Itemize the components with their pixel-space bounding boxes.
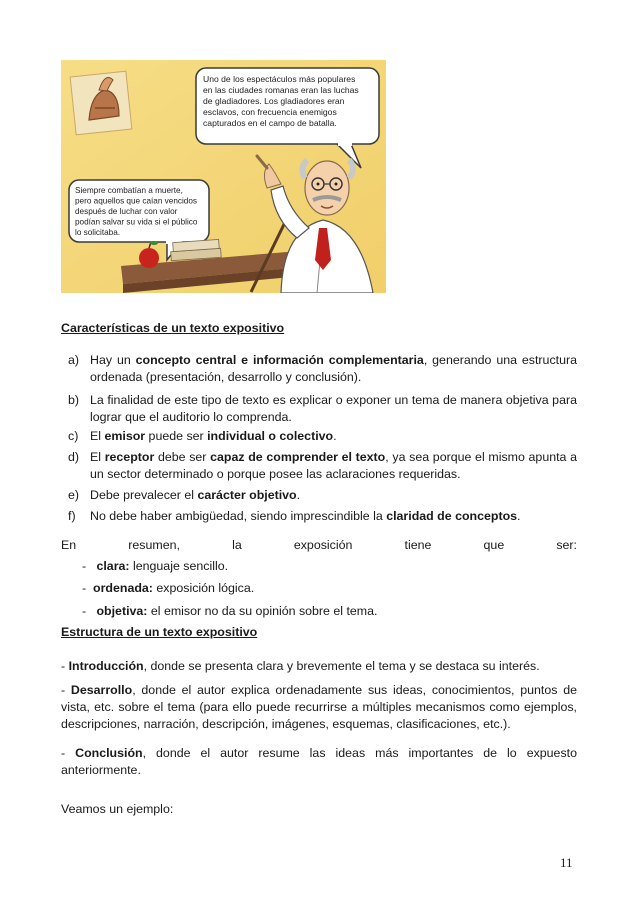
bubble-left-line: pero aquellos que caían vencidos — [75, 196, 197, 206]
list-item: a) Hay un concepto central e información complementaria, generando una estructura ordenada (presentación, desarrollo y conclusión). — [68, 353, 577, 384]
bubble-left-line: después de luchar con valor — [75, 207, 178, 216]
list-item: b) La finalidad de este tipo de texto es explicar o exponer un tema de manera objetiva para lograr que el auditorio lo comprenda. — [68, 393, 577, 424]
bubble-top-line: en las ciudades romanas eran las luchas — [203, 85, 359, 95]
bubble-top-line: de gladiadores. Los gladiadores eran — [203, 96, 345, 106]
paragraph-conclusion: - Conclusión, donde el autor resume las ideas más importantes de lo expuesto anteriormente. — [61, 746, 577, 777]
list-item: c) El emisor puede ser individual o colectivo. — [68, 429, 337, 443]
summary-point: - ordenada: exposición lógica. — [82, 581, 255, 595]
list-marker: b) — [68, 393, 80, 407]
bubble-top-line: capturados en el campo de batalla. — [203, 118, 337, 128]
list-item: f) No debe haber ambigüedad, siendo imprescindible la claridad de conceptos. — [68, 509, 521, 523]
bubble-left-line: Siempre combatían a muerte, — [75, 186, 183, 195]
section-heading-structure: Estructura de un texto expositivo — [61, 625, 258, 639]
bubble-top-line: Uno de los espectáculos más populares — [203, 74, 356, 84]
list-marker: d) — [68, 450, 80, 464]
summary-point: - objetiva: el emisor no da su opinión sobre el tema. — [82, 604, 378, 618]
paragraph-introduction: - Introducción, donde se presenta clara y brevemente el tema y se destaca su interés. — [61, 659, 540, 673]
closing-line: Veamos un ejemplo: — [61, 802, 174, 816]
summary-point: - clara: lenguaje sencillo. — [82, 559, 229, 573]
list-marker: f) — [68, 509, 76, 523]
professor-illustration — [61, 60, 386, 293]
page-number: 11 — [560, 855, 573, 870]
bubble-left-line: lo solicitaba. — [75, 228, 121, 237]
section-heading-characteristics: Características de un texto expositivo — [61, 321, 285, 335]
list-item: d) El receptor debe ser capaz de comprender el texto, ya sea porque el mismo apunta a un sector determinado o porque posee las aclaraciones requeridas. — [68, 450, 577, 481]
paragraph-development: - Desarrollo, donde el autor explica ordenadamente sus ideas, conocimientos, puntos de vista, etc. sobre el tema (para ello puede recurrirse a múltiples mecanismos como ejemplos, descripciones, narración, descripción, imágenes, esquemas, clasificaciones, etc.). — [61, 683, 577, 731]
list-marker: a) — [68, 353, 80, 367]
list-marker: c) — [68, 429, 79, 443]
bubble-top-line: esclavos, con frecuencia enemigos — [203, 107, 337, 117]
summary-line: En resumen, la exposición tiene que ser: — [61, 538, 577, 552]
bubble-left-line: podían salvar su vida si el público — [75, 217, 198, 227]
list-marker: e) — [68, 488, 80, 502]
list-item: e) Debe prevalecer el carácter objetivo. — [68, 488, 301, 502]
